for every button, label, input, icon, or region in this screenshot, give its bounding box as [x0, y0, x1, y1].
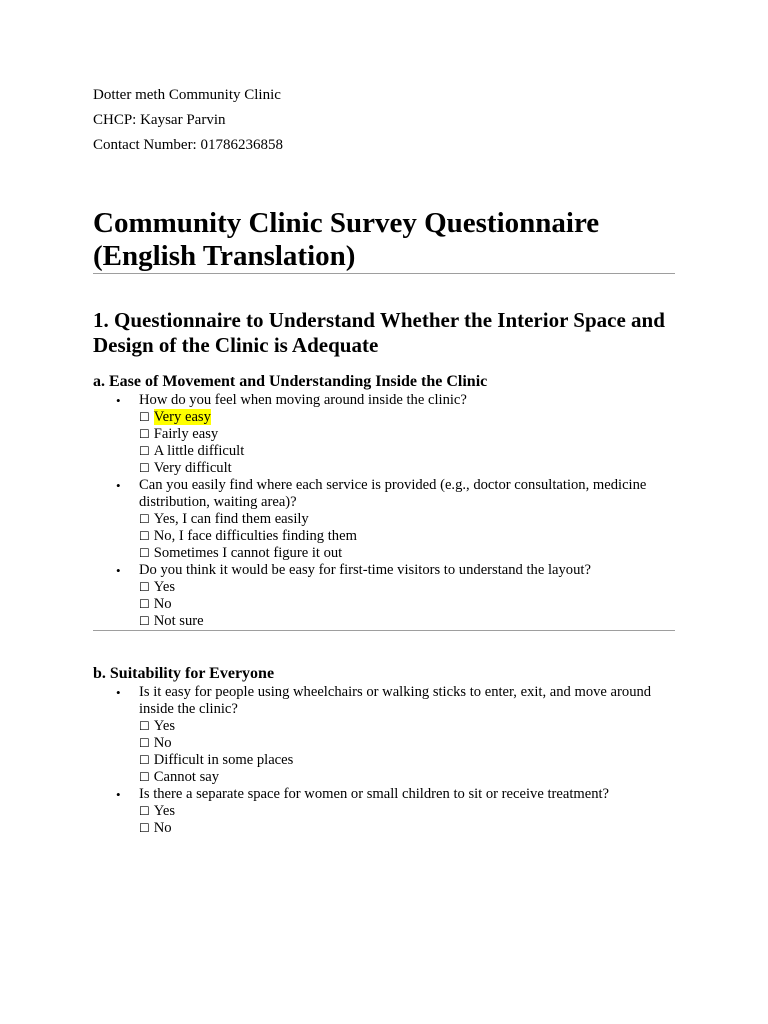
- checkbox-icon[interactable]: ☐: [139, 580, 150, 594]
- answer-option[interactable]: [139, 820, 675, 837]
- contact-number: Contact Number: 01786236858: [93, 137, 283, 153]
- option-label: Fairly easy: [153, 426, 219, 442]
- checkbox-icon[interactable]: ☐: [139, 821, 150, 835]
- checkbox-icon[interactable]: ☐: [139, 719, 150, 733]
- checkbox-icon[interactable]: ☐: [139, 546, 150, 560]
- checkbox-icon[interactable]: ☐: [139, 804, 150, 818]
- answer-option[interactable]: [139, 426, 675, 443]
- document-page: [93, 86, 675, 837]
- checkbox-icon[interactable]: ☐: [139, 410, 150, 424]
- section-1-heading: 1. Questionnaire to Understand Whether the Interior Space and Design of the Clinic is Adequate: [93, 308, 665, 357]
- question-text: Is it easy for people using wheelchairs or walking sticks to enter, exit, and move around inside the clinic?: [139, 684, 652, 717]
- checkbox-icon[interactable]: ☐: [139, 512, 150, 526]
- subsection-b-heading: b. Suitability for Everyone: [93, 665, 275, 682]
- question-item: [139, 562, 675, 630]
- question-item: [139, 477, 675, 562]
- answer-option[interactable]: [139, 545, 675, 562]
- checkbox-icon[interactable]: ☐: [139, 736, 150, 750]
- checkbox-icon[interactable]: ☐: [139, 753, 150, 767]
- question-text: How do you feel when moving around inside the clinic?: [139, 392, 467, 408]
- answer-option[interactable]: [139, 460, 675, 477]
- option-label: Not sure: [153, 613, 204, 629]
- answer-option[interactable]: [139, 803, 675, 820]
- answer-option[interactable]: [139, 528, 675, 545]
- clinic-name: Dotter meth Community Clinic: [93, 87, 281, 103]
- option-label: Yes, I can find them easily: [153, 511, 309, 527]
- option-label: Sometimes I cannot figure it out: [153, 545, 343, 561]
- option-label: Yes: [153, 803, 176, 819]
- question-list-a: [93, 392, 675, 630]
- horizontal-divider: [93, 273, 675, 274]
- question-item: [139, 786, 675, 837]
- answer-option[interactable]: [139, 409, 675, 426]
- checkbox-icon[interactable]: ☐: [139, 770, 150, 784]
- option-label: Yes: [153, 579, 176, 595]
- option-label: No, I face difficulties finding them: [153, 528, 357, 544]
- option-label: No: [153, 820, 172, 836]
- question-item: [139, 684, 675, 786]
- answer-option[interactable]: [139, 613, 675, 630]
- option-label: Yes: [153, 718, 176, 734]
- answer-option[interactable]: [139, 443, 675, 460]
- answer-option[interactable]: [139, 718, 675, 735]
- question-list-b: [93, 684, 675, 837]
- subsection-a-heading: a. Ease of Movement and Understanding Inside the Clinic: [93, 373, 488, 390]
- answer-option[interactable]: [139, 769, 675, 786]
- answer-option[interactable]: [139, 511, 675, 528]
- option-label: Difficult in some places: [153, 752, 294, 768]
- checkbox-icon[interactable]: ☐: [139, 461, 150, 475]
- option-label: No: [153, 596, 172, 612]
- horizontal-divider: [93, 630, 675, 631]
- checkbox-icon[interactable]: ☐: [139, 444, 150, 458]
- option-label-highlighted: Very easy: [153, 409, 211, 425]
- checkbox-icon[interactable]: ☐: [139, 597, 150, 611]
- checkbox-icon[interactable]: ☐: [139, 614, 150, 628]
- option-label: Cannot say: [153, 769, 220, 785]
- answer-option[interactable]: [139, 579, 675, 596]
- question-item: [139, 392, 675, 477]
- document-title: Community Clinic Survey Questionnaire (English Translation): [93, 207, 600, 272]
- option-label: Very difficult: [153, 460, 232, 476]
- question-text: Is there a separate space for women or small children to sit or receive treatment?: [139, 786, 610, 802]
- checkbox-icon[interactable]: ☐: [139, 427, 150, 441]
- answer-option[interactable]: [139, 735, 675, 752]
- checkbox-icon[interactable]: ☐: [139, 529, 150, 543]
- question-text: Do you think it would be easy for first-time visitors to understand the layout?: [139, 562, 591, 578]
- option-label: A little difficult: [153, 443, 245, 459]
- question-text: Can you easily find where each service is provided (e.g., doctor consultation, medicine distribution, waiting area)?: [139, 477, 647, 510]
- option-label: No: [153, 735, 172, 751]
- answer-option[interactable]: [139, 752, 675, 769]
- answer-option[interactable]: [139, 596, 675, 613]
- chcp-line: CHCP: Kaysar Parvin: [93, 112, 226, 128]
